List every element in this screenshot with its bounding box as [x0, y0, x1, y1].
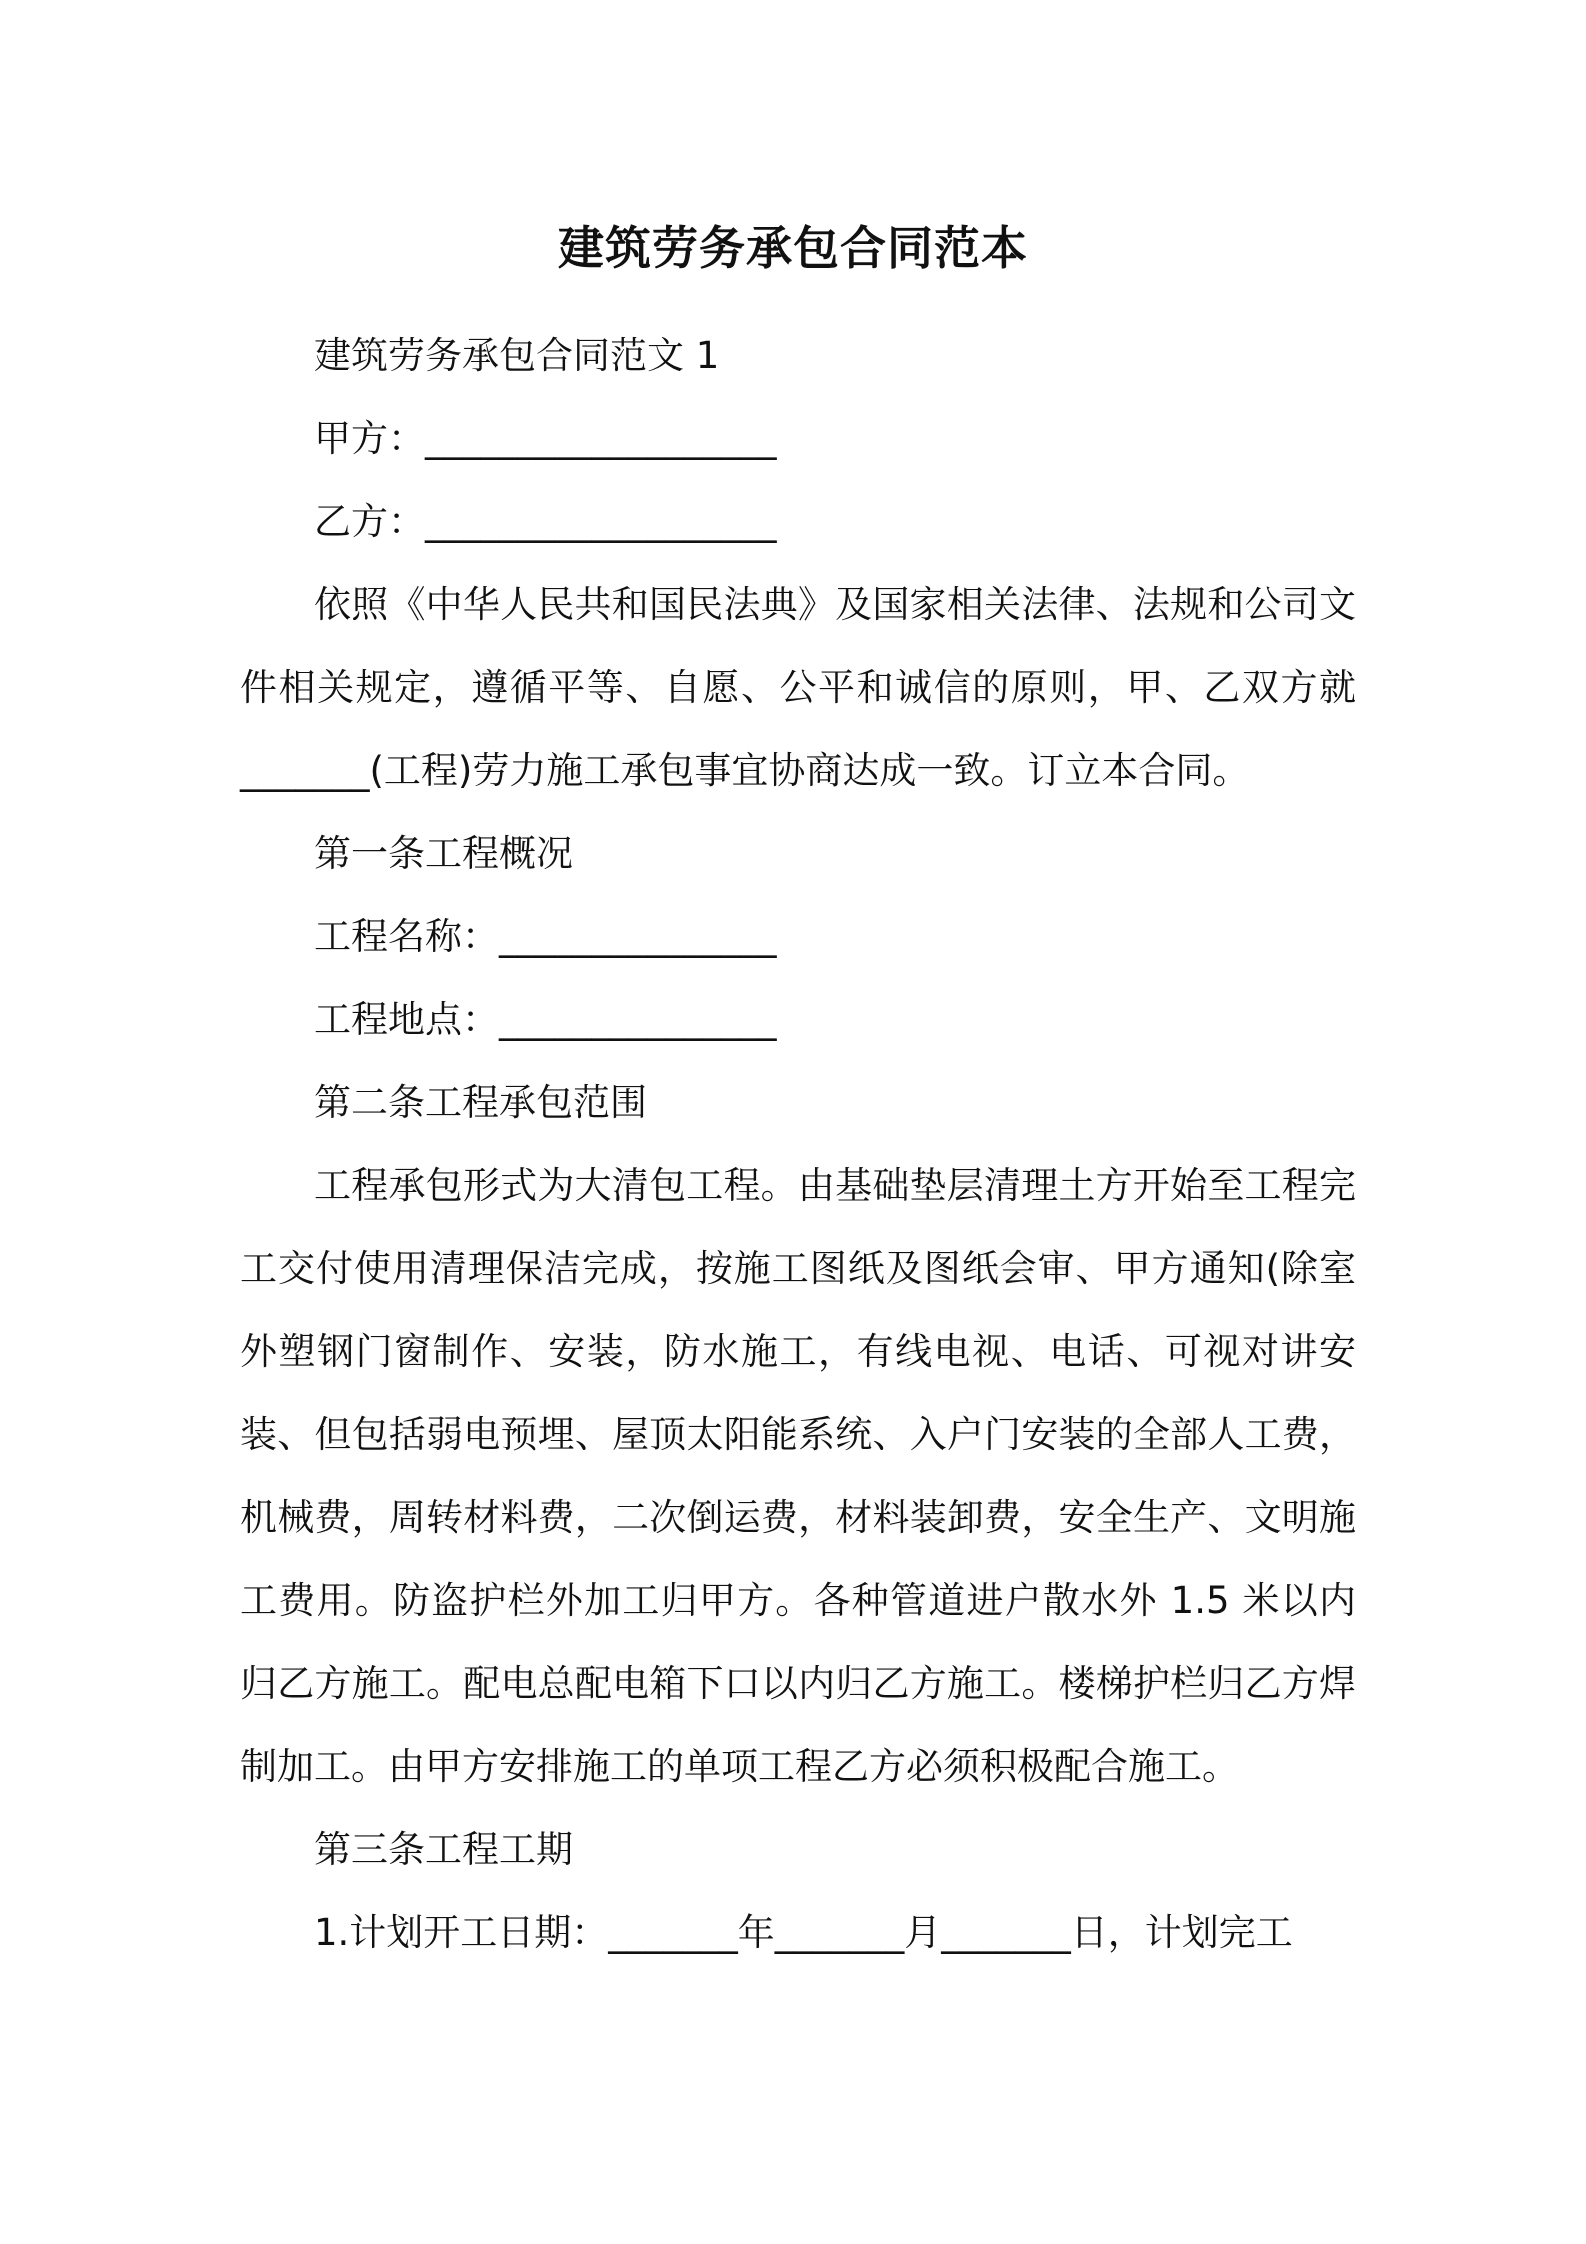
document-title: 建筑劳务承包合同范本 — [558, 221, 1028, 275]
paragraph-schedule: 1.计划开工日期：_______年_______月_______日，计划完工 — [314, 1911, 1293, 1954]
heading-article-1: 第一条工程概况 — [314, 832, 573, 875]
paragraph-preamble: 依照《中华人民共和国民法典》及国家相关法律、法规和公司文件相关规定，遵循平等、自愿、公平和诚信的原则，甲、乙双方就_______(工程)劳力施工承包事宜协商达成一致。订立本合同。 — [240, 583, 1356, 792]
paragraph-scope: 工程承包形式为大清包工程。由基础垫层清理土方开始至工程完工交付使用清理保洁完成，按施工图纸及图纸会审、甲方通知(除室外塑钢门窗制作、安装，防水施工，有线电视、电话、可视对讲安装、但包括弱电预埋、屋顶太阳能系统、入户门安装的全部人工费，机械费，周转材料费，二次倒运费，材料装卸费，安全生产、文明施工费用。防盗护栏外加工归甲方。各种管道进户散水外 1.5 米以内归乙方施工。配电总配电箱下口以内归乙方施工。楼梯护栏归乙方焊制加工。由甲方安排施工的单项工程乙方必须积极配合施工。 — [240, 1164, 1356, 1788]
paragraph-project-location: 工程地点：_______________ — [314, 998, 777, 1041]
document-body — [240, 314, 1356, 1974]
paragraph-party-a: 甲方：___________________ — [314, 417, 777, 460]
heading-article-2: 第二条工程承包范围 — [314, 1081, 647, 1124]
paragraph-subtitle: 建筑劳务承包合同范文 1 — [314, 334, 720, 377]
heading-article-3: 第三条工程工期 — [314, 1828, 573, 1871]
paragraph-project-name: 工程名称：_______________ — [314, 915, 777, 958]
paragraph-party-b: 乙方：___________________ — [314, 500, 777, 543]
